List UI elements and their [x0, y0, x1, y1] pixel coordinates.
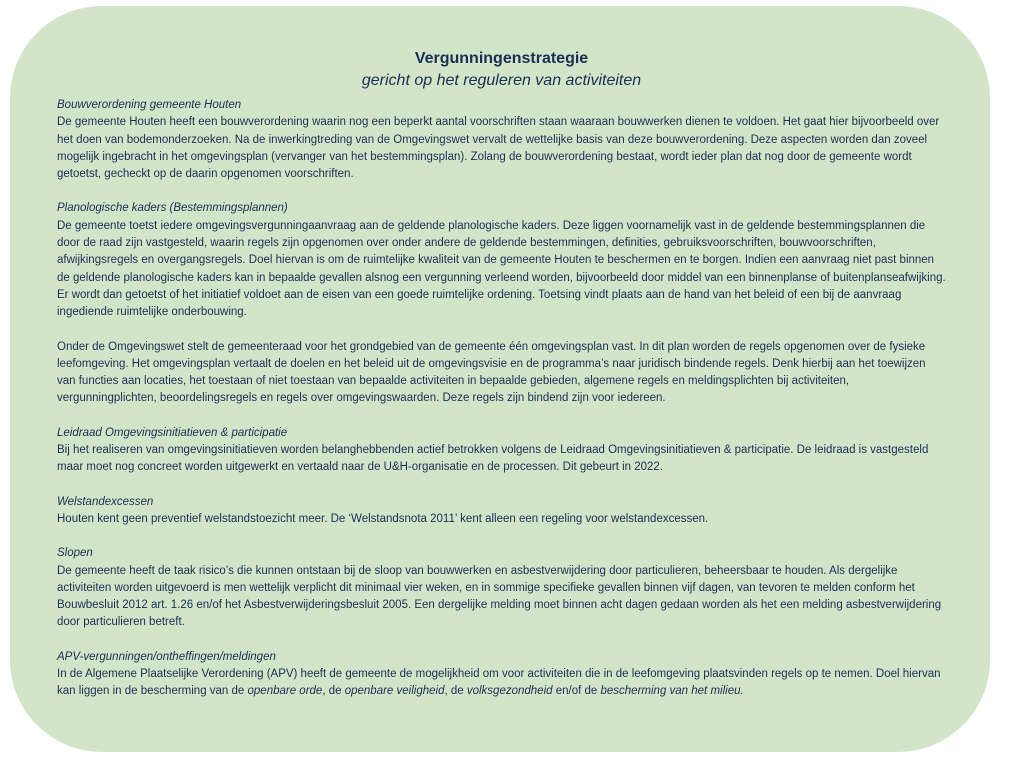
section-heading: Leidraad Omgevingsinitiatieven & participatie: [57, 426, 288, 439]
apv-text-part: en/of de: [552, 685, 601, 698]
section-text: De gemeente Houten heeft een bouwverordening waarin nog een beperkt aantal voorschriften staan waaraan bouwwerken dienen te voldoen. Het gaat hier bijvoorbeeld over het doen van bodemonderzoeken. Na de inwerkingtreding van de Omgevingswet vervalt de wettelijke basis van deze bouwverordening. Deze aspecten worden dan zoveel mogelijk ingebracht in het omgevingsplan (vervanger van het bestemmingsplan). Zolang de bouwverordening bestaat, wordt ieder plan dat nog door de gemeente wordt getoetst, gecheckt op de daarin opgenomen voorschriften.: [57, 116, 940, 181]
page-title: Vergunningenstrategie: [414, 50, 589, 67]
content-card: [10, 6, 990, 752]
section-omgevingswet: [57, 339, 946, 408]
section-welstandexcessen: [57, 494, 946, 529]
section-heading: Planologische kaders (Bestemmingsplannen): [57, 202, 288, 215]
section-heading: Slopen: [57, 547, 93, 560]
apv-text-part: , de: [322, 685, 345, 698]
section-text: De gemeente heeft de taak risico’s die kunnen ontstaan bij de sloop van bouwwerken en asbestverwijdering door particulieren, beheersbaar te houden. Als dergelijke activiteiten worden uitgevoerd is men wettelijk verplicht dit minimaal vier weken, en in sommige specifieke gevallen binnen vijf dagen, van tevoren te melden conform het Bouwbesluit 2012 art. 1.26 en/of het Asbestverwijderingsbesluit 2005. Een dergelijke melding moet binnen acht dagen gedaan worden als het een melding asbestverwijdering door particulieren betreft.: [57, 564, 942, 629]
section-text: Onder de Omgevingswet stelt de gemeenteraad voor het grondgebied van de gemeente één omgevingsplan vast. In dit plan worden de regels opgenomen over de fysieke leefomgeving. Het omgevingsplan vertaalt de doelen en het beleid uit de omgevingsvisie en de programma’s naar juridisch bindende regels. Denk hierbij aan het toewijzen van functies aan locaties, het toestaan of niet toestaan van bepaalde activiteiten in bepaalde gebieden, algemene regels en meldingsplichten bij activiteiten, vergunningplichten, beoordelingsregels en regels over omgevingswaarden. Deze regels zijn bindend zijn voor iedereen.: [57, 340, 926, 405]
page-subtitle: gericht op het reguleren van activiteiten: [361, 72, 642, 89]
apv-text-part: , de: [444, 685, 467, 698]
section-heading: Welstandexcessen: [57, 495, 154, 508]
apv-emphasis: openbare orde: [247, 685, 323, 698]
section-planologische-kaders: [57, 200, 946, 321]
section-text: Houten kent geen preventief welstandstoezicht meer. De ‘Welstandsnota 2011’ kent alleen een regeling voor welstandexcessen.: [57, 512, 709, 525]
apv-emphasis: bescherming van het milieu.: [600, 685, 744, 698]
apv-emphasis: openbare veiligheid: [344, 685, 445, 698]
section-apv: [57, 649, 946, 701]
section-text: De gemeente toetst iedere omgevingsvergunningaanvraag aan de geldende planologische kaders. Deze liggen voornamelijk vast in de geldende bestemmingsplannen die door de raad zijn vastgesteld, waarin regels zijn opgenomen over onder andere de geldende bestemmingen, definities, gebruiksvoorschriften, bouwvoorschriften, afwijkingsregels en overgangsregels. Doel hiervan is om de ruimtelijke kwaliteit van de gemeente Houten te beschermen en te borgen. Indien een aanvraag niet past binnen de geldende planologische kaders kan in bepaalde gevallen alsnog een vergunning verleend worden, bijvoorbeeld door middel van een binnenplanse of buitenplanseafwijking. Er wordt dan getoetst of het initiatief voldoet aan de eisen van een goede ruimtelijke ordening. Toetsing vindt plaats aan de hand van het beleid of een bij de aanvraag ingediende ruimtelijke onderbouwing.: [57, 219, 946, 319]
section-heading: Bouwverordening gemeente Houten: [57, 99, 242, 111]
apv-emphasis: volksgezondheid: [466, 685, 553, 698]
section-bouwverordening: [57, 97, 946, 183]
section-slopen: [57, 545, 946, 631]
section-leidraad: [57, 425, 946, 477]
apv-text-part: In de Algemene Plaatselijke Verordening (APV) heeft de gemeente de mogelijkheid om voor activiteiten die in de leefomgeving plaatsvinden regels op te nemen. Doel hiervan kan liggen in de bescherming van de: [57, 668, 941, 698]
title-block: [57, 48, 946, 92]
section-text: Bij het realiseren van omgevingsinitiatieven worden belanghebbenden actief betrokken volgens de Leidraad Omgevingsinitiatieven & participatie. De leidraad is vastgesteld maar moet nog concreet worden uitgewerkt en vertaald naar de U&H-organisatie en de processen. Dit gebeurt in 2022.: [57, 444, 929, 474]
section-heading: APV-vergunningen/ontheffingen/meldingen: [57, 650, 276, 663]
section-text: [57, 666, 946, 701]
